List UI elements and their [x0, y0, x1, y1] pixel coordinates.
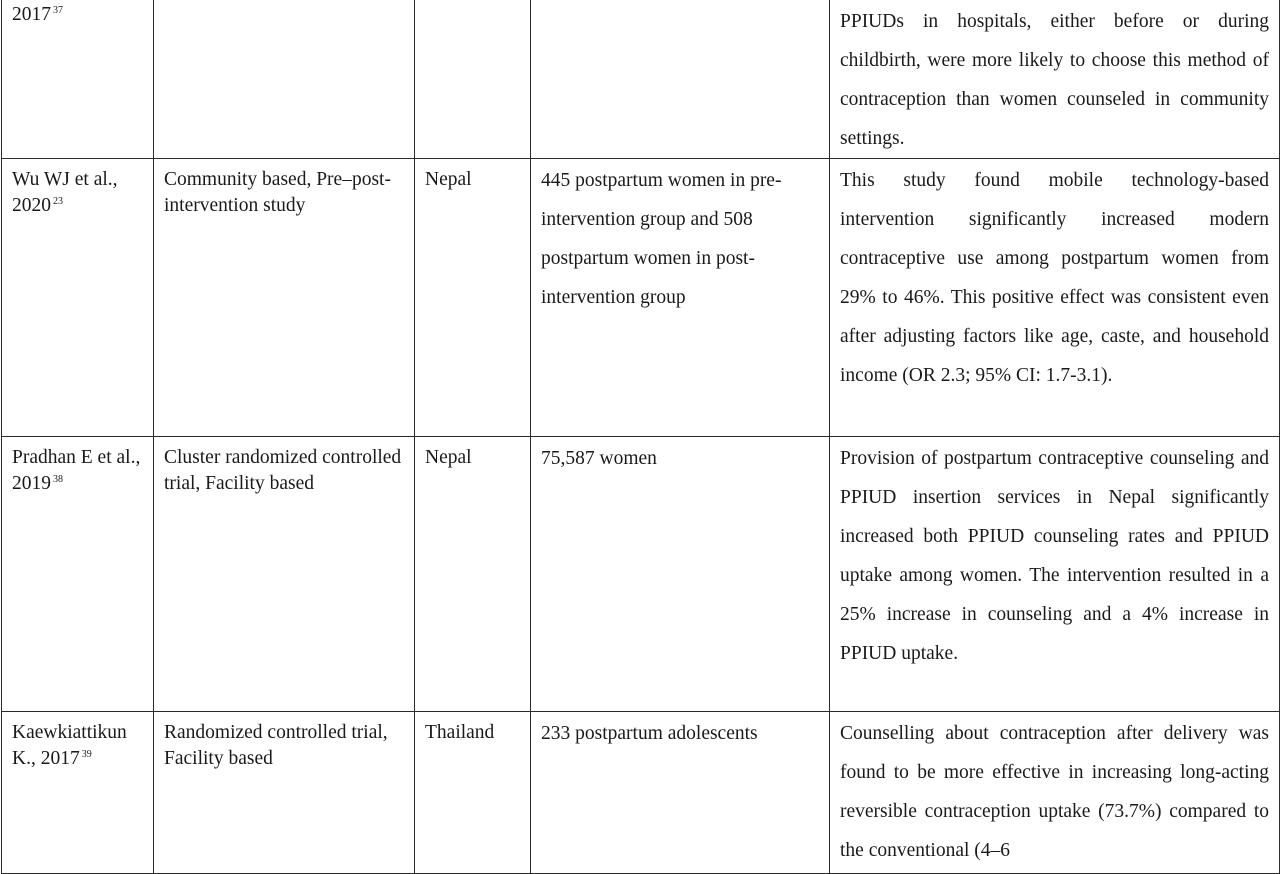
author-cell: 2017 $^{37}$ — [2, 0, 154, 159]
table-row — [2, 0, 1280, 159]
table-row — [2, 712, 1280, 874]
author-cell: Pradhan E et al., 2019 $^{38}$ — [2, 437, 154, 712]
literature-review-table — [1, 0, 1280, 874]
author-cell: Kaewkiattikun K., 2017 $^{39}$ — [2, 712, 154, 874]
sample-cell: 75,587 women — [531, 437, 830, 712]
design-cell — [154, 0, 415, 159]
table-row — [2, 437, 1280, 712]
country-cell: Nepal — [415, 159, 531, 437]
table-row — [2, 159, 1280, 437]
design-cell: Community based, Pre–post-intervention study — [154, 159, 415, 437]
sample-cell — [531, 0, 830, 159]
reference-number: 38 — [53, 473, 63, 485]
author-cell: Wu WJ et al., 2020 $^{23}$ — [2, 159, 154, 437]
sample-cell: 233 postpartum adolescents — [531, 712, 830, 874]
findings-cell: Counselling about contraception after delivery was found to be more effective in increasing long-acting reversible contraception uptake (73.7%) compared to the conventional (4–6 — [830, 712, 1280, 874]
findings-cell: Provision of postpartum contraceptive counseling and PPIUD insertion services in Nepal significantly increased both PPIUD counseling rates and PPIUD uptake among women. The intervention resulted in a 25% increase in counseling and a 4% increase in PPIUD uptake. — [830, 437, 1280, 712]
country-cell: Thailand — [415, 712, 531, 874]
design-cell: Cluster randomized controlled trial, Facility based — [154, 437, 415, 712]
design-cell: Randomized controlled trial, Facility based — [154, 712, 415, 874]
reference-number: 23 — [53, 195, 63, 207]
findings-cell: This study found mobile technology-based intervention significantly increased modern contraceptive use among postpartum women from 29% to 46%. This positive effect was consistent even after adjusting factors like age, caste, and household income (OR 2.3; 95% CI: 1.7-3.1). — [830, 159, 1280, 437]
country-cell: Nepal — [415, 437, 531, 712]
country-cell — [415, 0, 531, 159]
findings-cell: PPIUDs in hospitals, either before or during childbirth, were more likely to choose this method of contraception than women counseled in community settings. — [830, 0, 1280, 159]
reference-number: 37 — [53, 4, 63, 16]
reference-number: 39 — [81, 748, 92, 760]
sample-cell: 445 postpartum women in pre-intervention group and 508 postpartum women in post-intervention group — [531, 159, 830, 437]
